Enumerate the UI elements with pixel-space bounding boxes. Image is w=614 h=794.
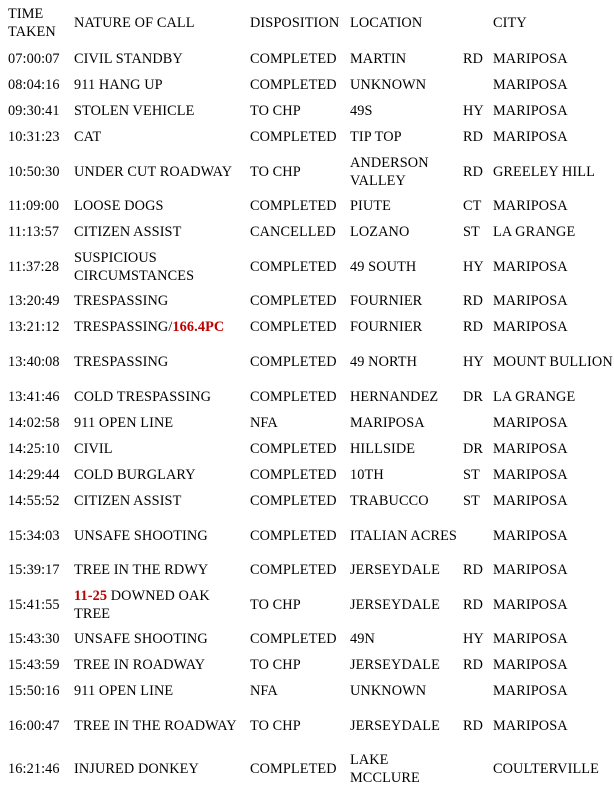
cell-city: MARIPOSA — [493, 717, 568, 734]
cell-disposition: COMPLETED — [250, 388, 337, 405]
cell-time-taken: 16:21:46 — [8, 760, 60, 777]
cell-city: LA GRANGE — [493, 388, 576, 405]
table-row — [0, 747, 614, 790]
cell-location: TIP TOP — [350, 129, 402, 145]
table-row — [0, 583, 614, 626]
header-nature-of-call: NATURE OF CALL — [74, 14, 195, 31]
header-row — [0, 0, 614, 45]
cell-city: MARIPOSA — [493, 596, 568, 613]
cell-time-taken: 11:09:00 — [8, 198, 60, 214]
nature-code-tag: 11-25 — [74, 587, 108, 604]
cell-location: JERSEYDALE — [350, 717, 440, 734]
cell-suffix: RD — [463, 129, 484, 145]
cell-city: MARIPOSA — [493, 562, 568, 578]
table-row — [0, 488, 614, 514]
table-row — [0, 626, 614, 652]
cell-location: LOZANO — [350, 224, 410, 240]
cell-location: HERNANDEZ — [350, 388, 439, 405]
cell-disposition: COMPLETED — [250, 631, 337, 647]
table-row — [0, 514, 614, 557]
cell-nature-of-call: INJURED DONKEY — [74, 760, 199, 777]
cell-nature-of-call: COLD BURGLARY — [74, 467, 196, 483]
cell-suffix: RD — [463, 319, 484, 335]
cell-disposition: TO CHP — [250, 657, 301, 673]
cell-location: HILLSIDE — [350, 441, 416, 457]
cell-nature-of-call: UNSAFE SHOOTING — [74, 527, 208, 544]
table-row — [0, 72, 614, 98]
cell-time-taken: 15:34:03 — [8, 527, 60, 544]
cell-location: UNKNOWN — [350, 683, 427, 699]
cell-nature-of-call: TRESPASSING — [74, 353, 169, 370]
cell-location: TRABUCCO — [350, 493, 429, 509]
cell-nature-of-call: TREE IN THE ROADWAY — [74, 717, 237, 734]
cell-nature-of-call: TREE IN THE RDWY — [74, 562, 209, 578]
cell-location: ITALIAN ACRES — [350, 527, 457, 544]
header-suffix — [463, 0, 491, 45]
cell-time-taken: 11:13:57 — [8, 224, 60, 240]
cell-nature-of-call: 911 OPEN LINE — [74, 683, 174, 699]
cell-city: MARIPOSA — [493, 293, 568, 309]
cell-time-taken: 15:39:17 — [8, 562, 60, 578]
cell-nature-of-call: STOLEN VEHICLE — [74, 103, 195, 119]
cell-nature-of-call: UNSAFE SHOOTING — [74, 631, 208, 647]
cell-suffix: CT — [463, 198, 482, 214]
cell-city: MARIPOSA — [493, 493, 568, 509]
table-row — [0, 557, 614, 583]
cell-time-taken: 14:55:52 — [8, 493, 60, 509]
cell-nature-of-call: CIVIL STANDBY — [74, 50, 183, 67]
cell-city: MARIPOSA — [493, 467, 568, 483]
nature-code-tag: 166.4PC — [172, 319, 225, 335]
cell-city: MARIPOSA — [493, 258, 568, 275]
table-row — [0, 436, 614, 462]
cell-disposition: COMPLETED — [250, 760, 337, 777]
cell-time-taken: 14:02:58 — [8, 415, 60, 431]
cell-location: JERSEYDALE — [350, 657, 440, 673]
header-city: CITY — [493, 14, 527, 31]
cell-nature-of-call: CITIZEN ASSIST — [74, 493, 182, 509]
cell-disposition: COMPLETED — [250, 319, 337, 335]
cell-time-taken: 10:31:23 — [8, 129, 60, 145]
table-row — [0, 314, 614, 340]
cell-suffix: RD — [463, 163, 484, 180]
cell-time-taken: 09:30:41 — [8, 103, 60, 119]
cell-time-taken: 13:40:08 — [8, 353, 60, 370]
cell-location: LAKE MCCLURE — [350, 751, 420, 786]
cell-disposition: TO CHP — [250, 596, 301, 613]
cell-suffix: RD — [463, 50, 484, 67]
cell-location: 10TH — [350, 467, 384, 483]
cell-location: JERSEYDALE — [350, 562, 440, 578]
cell-disposition: COMPLETED — [250, 493, 337, 509]
cell-suffix — [463, 410, 491, 436]
cell-location: MARIPOSA — [350, 415, 425, 431]
cell-disposition: COMPLETED — [250, 467, 337, 483]
cell-location: 49 SOUTH — [350, 258, 417, 275]
cell-city: MARIPOSA — [493, 103, 568, 119]
table-row — [0, 124, 614, 150]
cell-disposition: COMPLETED — [250, 527, 337, 544]
cell-nature-of-call: TREE IN ROADWAY — [74, 657, 206, 673]
cell-suffix: HY — [463, 631, 484, 647]
table-row — [0, 98, 614, 124]
cell-time-taken: 15:41:55 — [8, 596, 60, 613]
table-row — [0, 288, 614, 314]
cell-suffix: ST — [463, 224, 480, 240]
table-row — [0, 462, 614, 488]
cell-location: FOURNIER — [350, 293, 423, 309]
cell-disposition: COMPLETED — [250, 77, 337, 93]
cell-suffix — [463, 514, 491, 557]
cell-location: JERSEYDALE — [350, 596, 440, 613]
cell-nature-of-call: SUSPICIOUS CIRCUMSTANCES — [74, 249, 195, 284]
cell-disposition: COMPLETED — [250, 258, 337, 275]
cell-disposition: TO CHP — [250, 717, 301, 734]
cell-disposition: CANCELLED — [250, 224, 336, 240]
cell-suffix: DR — [463, 441, 484, 457]
cell-disposition: COMPLETED — [250, 129, 337, 145]
cell-disposition: COMPLETED — [250, 441, 337, 457]
cell-time-taken: 15:43:59 — [8, 657, 60, 673]
cell-location: 49S — [350, 103, 373, 119]
cell-location: 49 NORTH — [350, 353, 418, 370]
cell-city: MARIPOSA — [493, 631, 568, 647]
cell-time-taken: 16:00:47 — [8, 717, 60, 734]
table-row — [0, 410, 614, 436]
cell-city: GREELEY HILL — [493, 163, 595, 180]
table-row — [0, 193, 614, 219]
cell-location: MARTIN — [350, 50, 407, 67]
cell-suffix: RD — [463, 596, 484, 613]
cell-suffix: ST — [463, 493, 480, 509]
cell-time-taken: 07:00:07 — [8, 50, 60, 67]
cell-time-taken: 10:50:30 — [8, 163, 60, 180]
header-time-taken: TIME TAKEN — [8, 5, 56, 40]
cell-location: PIUTE — [350, 198, 392, 214]
cell-suffix — [463, 72, 491, 98]
cell-city: MARIPOSA — [493, 77, 568, 93]
cell-disposition: TO CHP — [250, 163, 301, 180]
cell-time-taken: 13:21:12 — [8, 319, 60, 335]
cell-disposition: COMPLETED — [250, 353, 337, 370]
cell-time-taken: 14:25:10 — [8, 441, 60, 457]
cell-disposition: COMPLETED — [250, 562, 337, 578]
cell-suffix: RD — [463, 657, 484, 673]
cell-city: MARIPOSA — [493, 50, 568, 67]
cell-city: MARIPOSA — [493, 319, 568, 335]
cell-location: UNKNOWN — [350, 77, 427, 93]
table-row — [0, 45, 614, 72]
cell-city: MARIPOSA — [493, 415, 568, 431]
cell-location: FOURNIER — [350, 319, 423, 335]
cell-city: LA GRANGE — [493, 224, 576, 240]
cell-city: COULTERVILLE — [493, 760, 599, 777]
nature-text: TRESPASSING/ — [74, 319, 173, 335]
cell-suffix: HY — [463, 103, 484, 119]
table-row — [0, 245, 614, 288]
cell-city: MARIPOSA — [493, 198, 568, 214]
cell-nature-of-call — [74, 583, 246, 626]
cell-time-taken: 11:37:28 — [8, 258, 60, 275]
cell-disposition: COMPLETED — [250, 50, 337, 67]
cell-nature-of-call: CITIZEN ASSIST — [74, 224, 182, 240]
cell-suffix: ST — [463, 467, 480, 483]
cell-suffix — [463, 678, 491, 704]
cell-time-taken: 15:50:16 — [8, 683, 60, 699]
nature-text: DOWNED OAK TREE — [74, 587, 210, 622]
header-disposition: DISPOSITION — [250, 14, 340, 31]
cell-nature-of-call: CIVIL — [74, 441, 113, 457]
table-row — [0, 383, 614, 410]
cell-disposition: COMPLETED — [250, 293, 337, 309]
header-location: LOCATION — [350, 14, 423, 31]
cell-nature-of-call: 911 OPEN LINE — [74, 415, 174, 431]
cell-city: MOUNT BULLION — [493, 353, 613, 370]
cell-time-taken: 14:29:44 — [8, 467, 60, 483]
cell-city: MARIPOSA — [493, 129, 568, 145]
table-row — [0, 704, 614, 747]
cell-time-taken: 08:04:16 — [8, 77, 60, 93]
table-row — [0, 678, 614, 704]
cell-suffix: HY — [463, 353, 484, 370]
cell-disposition: NFA — [250, 683, 278, 699]
cell-city: MARIPOSA — [493, 441, 568, 457]
cell-disposition: TO CHP — [250, 103, 301, 119]
cell-nature-of-call: COLD TRESPASSING — [74, 388, 212, 405]
cell-suffix: DR — [463, 388, 484, 405]
cell-location: 49N — [350, 631, 375, 647]
cell-disposition: COMPLETED — [250, 198, 337, 214]
cell-disposition: NFA — [250, 415, 278, 431]
cell-suffix: RD — [463, 717, 484, 734]
cell-suffix: HY — [463, 258, 484, 275]
cell-nature-of-call: LOOSE DOGS — [74, 198, 164, 214]
call-log-rows — [0, 45, 614, 790]
cell-location: ANDERSON VALLEY — [350, 154, 429, 189]
cell-nature-of-call: TRESPASSING — [74, 293, 169, 309]
cell-nature-of-call: CAT — [74, 129, 102, 145]
cell-city: MARIPOSA — [493, 657, 568, 673]
cell-suffix: RD — [463, 293, 484, 309]
cell-city: MARIPOSA — [493, 683, 568, 699]
cell-nature-of-call: UNDER CUT ROADWAY — [74, 163, 233, 180]
cell-time-taken: 13:41:46 — [8, 388, 60, 405]
cell-time-taken: 15:43:30 — [8, 631, 60, 647]
table-row — [0, 219, 614, 245]
cell-city: MARIPOSA — [493, 527, 568, 544]
cell-suffix — [463, 747, 491, 790]
table-row — [0, 150, 614, 193]
cell-nature-of-call: 911 HANG UP — [74, 77, 163, 93]
cell-nature-of-call — [74, 314, 246, 340]
table-row — [0, 340, 614, 383]
table-row — [0, 652, 614, 678]
cell-suffix: RD — [463, 562, 484, 578]
cell-time-taken: 13:20:49 — [8, 293, 60, 309]
